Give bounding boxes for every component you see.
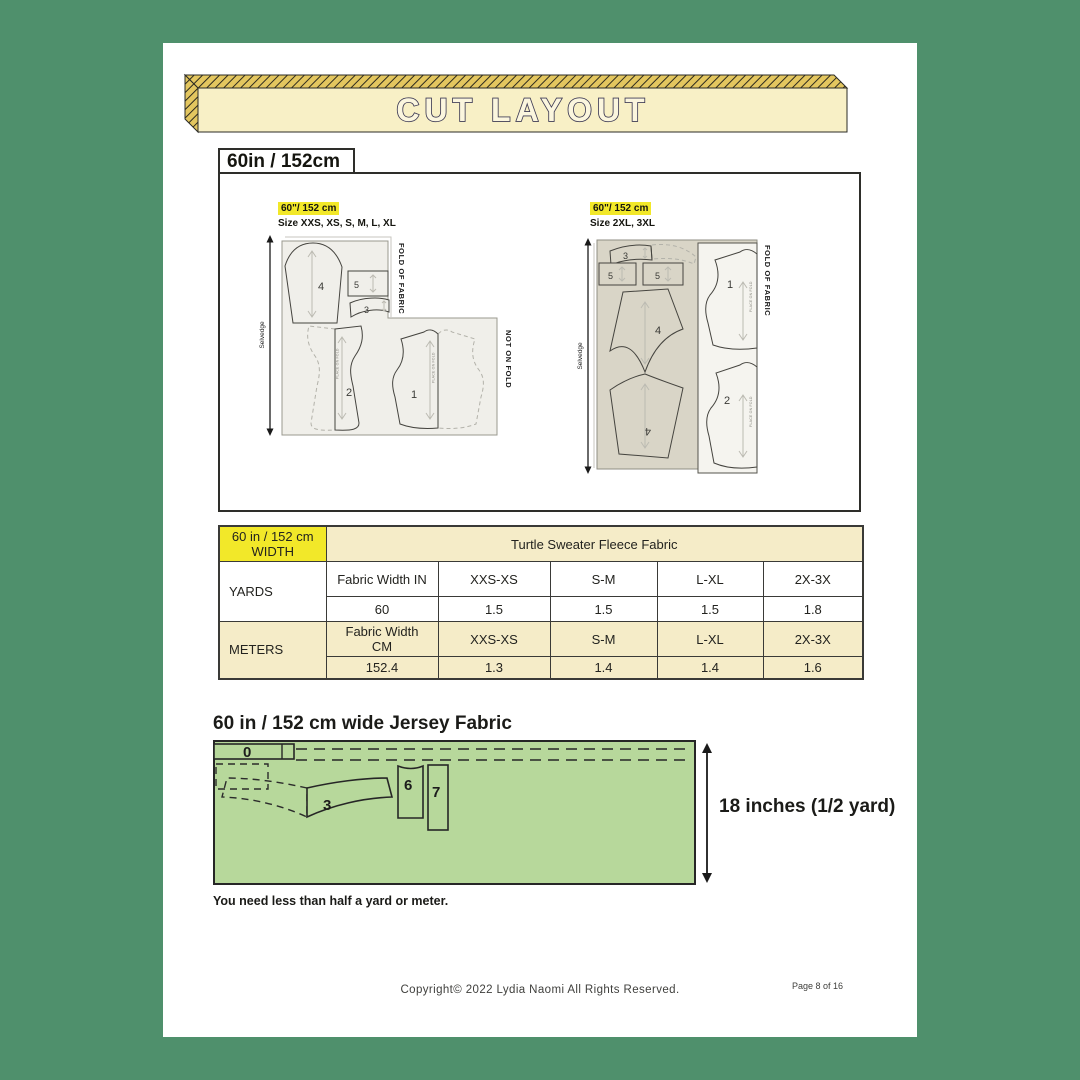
size-header: XXS-XS xyxy=(438,622,550,657)
size-header: 2X-3X xyxy=(763,622,863,657)
piece-7-number: 7 xyxy=(432,784,441,801)
piece-4-number: 4 xyxy=(318,281,325,293)
document-page xyxy=(163,43,917,1037)
copyright-text: Copyright© 2022 Lydia Naomi All Rights Reserved. xyxy=(400,984,680,996)
size-header: 2X-3X xyxy=(763,562,863,597)
jersey-height-label: 18 inches (1/2 yard) xyxy=(719,796,896,817)
piece-2-number: 2 xyxy=(346,387,353,399)
piece-5-number: 5 xyxy=(655,271,661,281)
size-header: XXS-XS xyxy=(438,562,550,597)
meters-width-header: Fabric Width CM xyxy=(326,622,438,657)
jersey-cut-diagram xyxy=(213,740,713,890)
jersey-section-title: 60 in / 152 cm wide Jersey Fabric xyxy=(213,713,512,734)
place-on-fold-label: PLACE ON FOLD xyxy=(335,348,340,379)
selvedge-arrow xyxy=(259,235,274,436)
yardage-value: 1.5 xyxy=(438,597,550,622)
height-arrow xyxy=(702,743,712,883)
yards-width-header: Fabric Width IN xyxy=(326,562,438,597)
yards-width-value: 60 xyxy=(326,597,438,622)
piece-5-rect xyxy=(599,263,636,285)
meterage-value: 1.6 xyxy=(763,657,863,679)
piece-2-number: 2 xyxy=(724,395,731,407)
banner-title: CUT LAYOUT xyxy=(396,92,650,128)
diagram-right-header xyxy=(590,198,655,229)
fabric-name-header: Turtle Sweater Fleece Fabric xyxy=(326,526,863,562)
cut-diagram-xxs-xl xyxy=(258,233,520,438)
meterage-value: 1.4 xyxy=(550,657,657,679)
yards-row-label: YARDS xyxy=(219,562,326,622)
meters-width-value: 152.4 xyxy=(326,657,438,679)
diagram-left-size-label: Size XXS, XS, S, M, L, XL xyxy=(278,218,396,229)
size-header: S-M xyxy=(550,622,657,657)
not-on-fold-label: NOT ON FOLD xyxy=(504,330,513,389)
piece-3-number: 3 xyxy=(623,251,629,261)
fold-of-fabric-label: FOLD OF FABRIC xyxy=(397,243,406,315)
diagram-right-width-label: 60"/ 152 cm xyxy=(590,202,651,215)
piece-3-number: 3 xyxy=(364,305,370,315)
yardage-value: 1.8 xyxy=(763,597,863,622)
piece-4-sleeve xyxy=(285,243,342,323)
size-header: L-XL xyxy=(657,622,763,657)
cut-diagram-2xl-3xl xyxy=(575,232,775,485)
yardage-value: 1.5 xyxy=(657,597,763,622)
place-on-fold-label: PLACE ON FOLD xyxy=(749,281,753,312)
piece-0-number: 0 xyxy=(243,744,252,761)
piece-3-number: 3 xyxy=(323,797,332,814)
selvedge-arrow xyxy=(577,238,592,474)
page-number: Page 8 of 16 xyxy=(792,981,844,991)
diagram-right-size-label: Size 2XL, 3XL xyxy=(590,218,656,229)
banner-top-hatch xyxy=(185,75,847,88)
cut-layout-banner xyxy=(185,75,848,133)
meters-row-label: METERS xyxy=(219,622,326,679)
piece-5-number: 5 xyxy=(354,280,360,290)
fabric-requirements-table xyxy=(218,525,864,680)
piece-6-number: 6 xyxy=(404,777,413,794)
fold-of-fabric-label: FOLD OF FABRIC xyxy=(763,245,772,317)
diagram-left-header xyxy=(278,198,396,229)
place-on-fold-label: PLACE ON FOLD xyxy=(431,352,436,383)
size-header: L-XL xyxy=(657,562,763,597)
diagram-left-width-label: 60"/ 152 cm xyxy=(278,202,339,215)
jersey-note: You need less than half a yard or meter. xyxy=(213,894,449,908)
table-corner-header: 60 in / 152 cm WIDTH xyxy=(219,526,326,562)
place-on-fold-label: PLACE ON FOLD xyxy=(749,396,753,427)
yardage-value: 1.5 xyxy=(550,597,657,622)
piece-4-number-rotated: 4 xyxy=(644,425,651,437)
meterage-value: 1.3 xyxy=(438,657,550,679)
size-header: S-M xyxy=(550,562,657,597)
piece-4-number: 4 xyxy=(655,325,662,337)
piece-1-number: 1 xyxy=(411,389,418,401)
width-tab-label: 60in / 152cm xyxy=(218,148,355,174)
selvedge-label: Selvedge xyxy=(259,321,266,349)
selvedge-label: Selvedge xyxy=(577,342,584,370)
piece-5-rect xyxy=(643,263,683,285)
piece-1-number: 1 xyxy=(727,279,734,291)
jersey-fabric-outline xyxy=(214,741,695,884)
piece-5-number: 5 xyxy=(608,271,614,281)
meterage-value: 1.4 xyxy=(657,657,763,679)
